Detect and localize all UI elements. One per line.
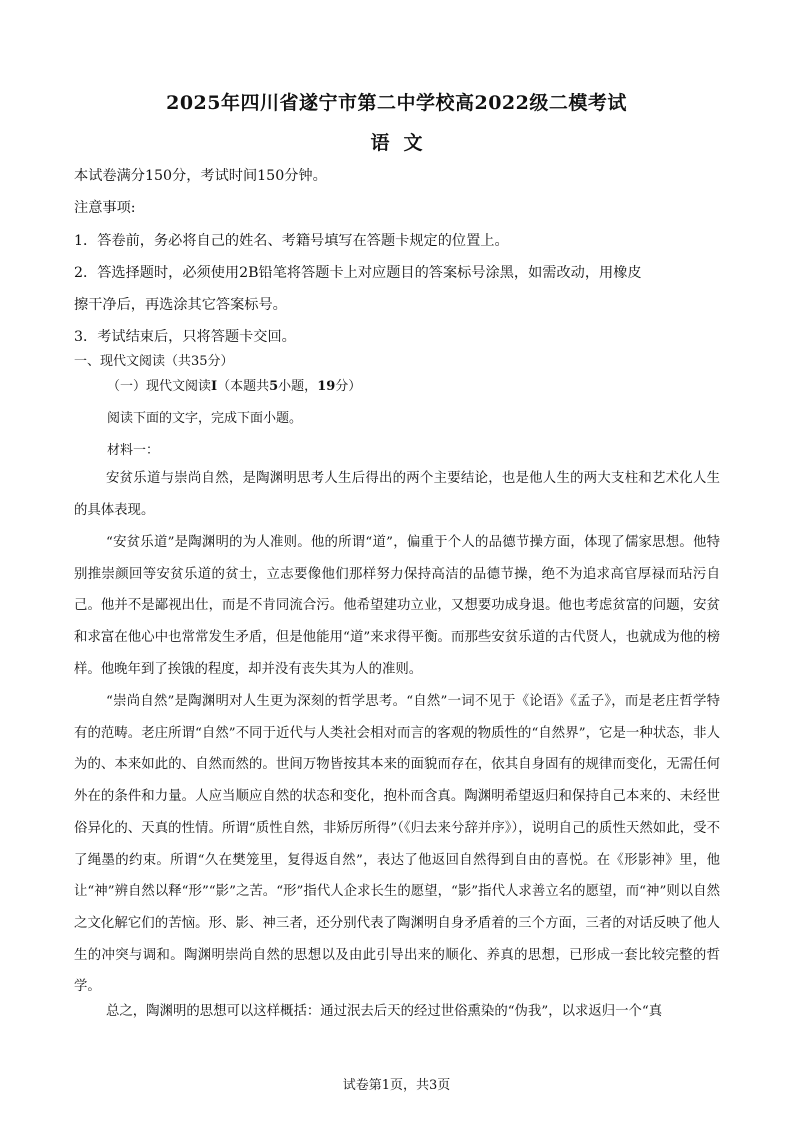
material-label: 材料一： (107, 443, 160, 458)
sub-heading-count: 5 (269, 379, 279, 394)
reading-directions: 阅读下面的文字，完成下面小题。 (107, 411, 303, 426)
sub-heading-score: 19 (317, 379, 336, 394)
notice-item-1: 1．答卷前，务必将自己的姓名、考籍号填写在答题卡规定的位置上。 (74, 233, 509, 249)
sub-heading-mid2: 小题， (278, 379, 318, 394)
notice-item-3: 3．考试结束后，只将答题卡交回。 (74, 329, 296, 345)
sub-heading-prefix: （一）现代文阅读 (107, 379, 212, 394)
passage-paragraph-2: “安贫乐道”是陶渊明的为人准则。他的所谓“道”，偏重于个人的品德节操方面，体现了儒家思想。他特别推崇颜回等安贫乐道的贫士，立志要像他们那样努力保持高洁的品德节操，绝不为追求高官厚禄而玷污自己。他并不是鄙视出仕，而是不肯同流合污。他希望建功立业，又想要功成身退。他也考虑贫富的问题，安贫和求富在他心中也常常发生矛盾，但是他能用“道”来求得平衡。而那些安贫乐道的古代贤人，也就成为他的榜样。他晚年到了挨饿的程度，却并没有丧失其为人的准则。 (74, 535, 720, 677)
section-heading: 一、现代文阅读（共35分） (74, 354, 234, 369)
passage-paragraph-1: 安贫乐道与崇尚自然，是陶渊明思考人生后得出的两个主要结论，也是他人生的两大支柱和艺术化人生的具体表现。 (74, 471, 720, 518)
page-footer: 试卷第1页，共3页 (342, 1078, 451, 1093)
sub-section-heading (107, 377, 757, 397)
notice-item-2: 2．答选择题时，必须使用2B铅笔将答题卡上对应题目的答案标号涂黑，如需改动，用橡皮 (74, 265, 642, 281)
sub-heading-roman: I (211, 379, 218, 394)
exam-title: 2025年四川省遂宁市第二中学校高2022级二模考试 (166, 92, 627, 114)
notice-title: 注意事项: (74, 200, 136, 216)
sub-heading-mid: （本题共 (217, 379, 270, 394)
full-score-line: 本试卷满分150分，考试时间150分钟。 (74, 168, 327, 184)
notice-item-2-cont: 擦干净后，再选涂其它答案标号。 (74, 297, 287, 313)
subject-title: 语文 (370, 132, 437, 154)
sub-heading-suffix: 分） (335, 379, 362, 394)
passage-paragraph-3: “崇尚自然”是陶渊明对人生更为深刻的哲学思考。“自然”一词不见于《论语》《孟子》，而是老庄哲学特有的范畴。老庄所谓“自然”不同于近代与人类社会相对而言的客观的物质性的“自然界”，它是一种状态，非人为的、本来如此的、自然而然的。世间万物皆按其本来的面貌而存在，依其自身固有的规律而变化，无需任何外在的条件和力量。人应当顺应自然的状态和变化，抱朴而含真。陶渊明希望返归和保持自己本来的、未经世俗异化的、天真的性情。所谓“质性自然，非矫厉所得”（《归去来兮辞并序》），说明自己的质性天然如此，受不了绳墨的约束。所谓“久在樊笼里，复得返自然”，表达了他返回自然得到自由的喜悦。在《形影神》里，他让“神”辨自然以释“形”“影”之苦。“形”指代人企求长生的愿望，“影”指代人求善立名的愿望，而“神”则以自然之文化解它们的苦恼。形、影、神三者，还分别代表了陶渊明自身矛盾着的三个方面，三者的对话反映了他人生的冲突与调和。陶渊明崇尚自然的思想以及由此引导出来的顺化、养真的思想，已形成一套比较完整的哲学。 (74, 694, 720, 995)
passage-paragraph-4: 总之，陶渊明的思想可以这样概括：通过泯去后天的经过世俗熏染的“伪我”，以求返归一个“真 (106, 1004, 663, 1019)
